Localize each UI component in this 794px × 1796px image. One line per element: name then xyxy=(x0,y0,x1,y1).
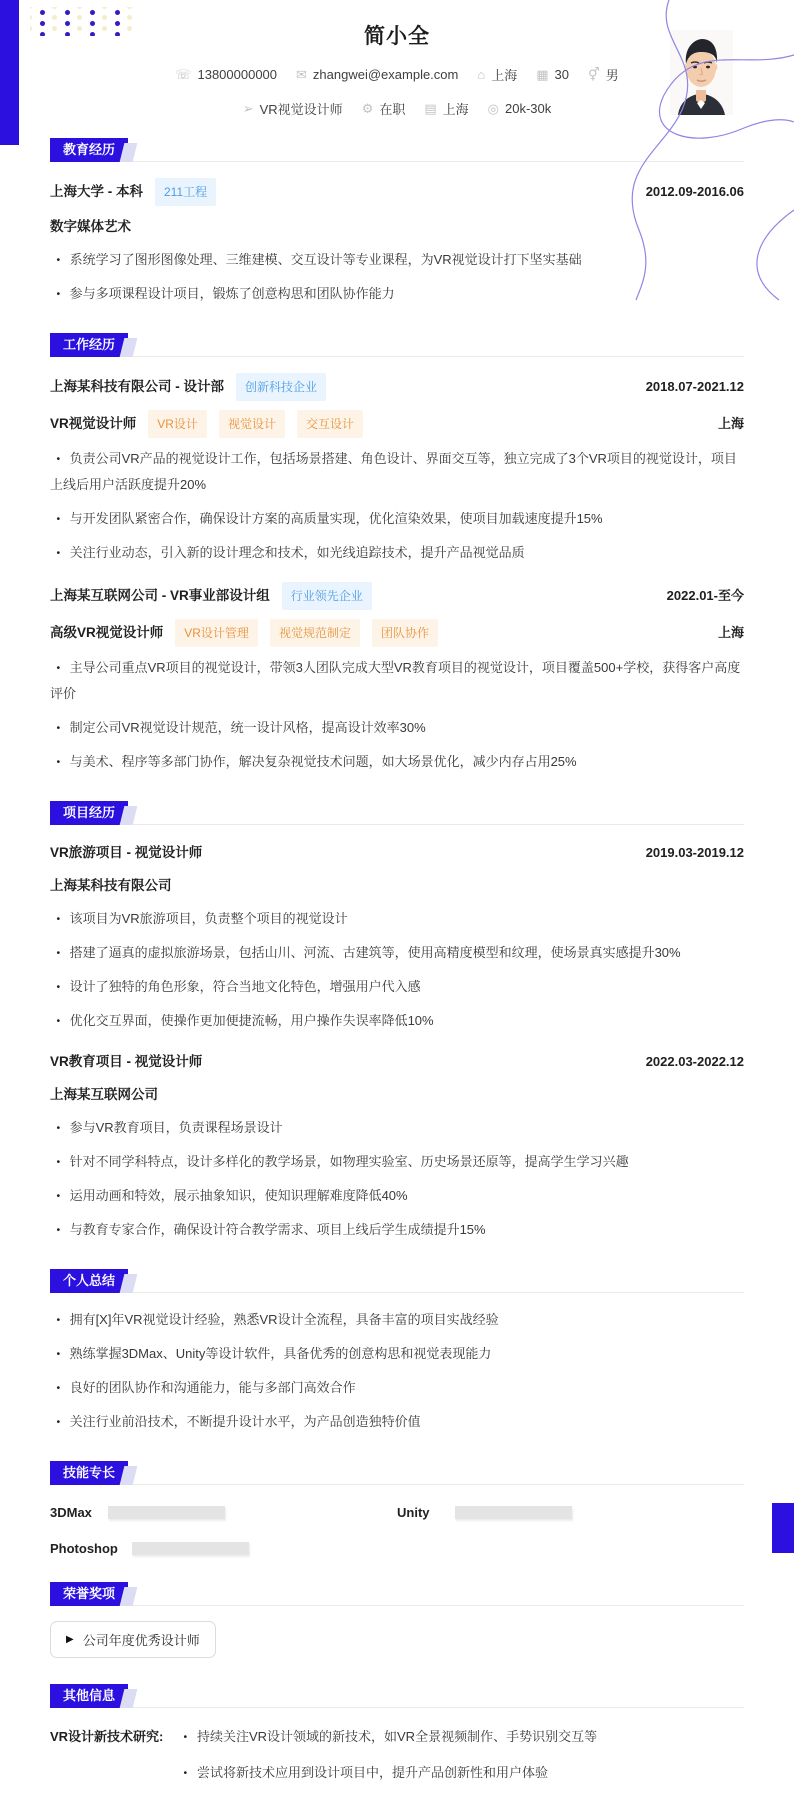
work-date: 2022.01-至今 xyxy=(666,588,744,603)
city-value: 上海 xyxy=(442,102,469,117)
project-date: 2022.03-2022.12 xyxy=(645,1054,744,1069)
section-head-skills xyxy=(50,1461,744,1485)
project-company: 上海某科技有限公司 xyxy=(50,878,172,893)
list-item: • 与教育专家合作，确保设计符合教学需求、项目上线后学生成绩提升15% xyxy=(56,1222,486,1237)
section-other xyxy=(50,1684,744,1796)
document-icon: ▤ xyxy=(424,101,437,116)
role-tag: VR设计管理 xyxy=(175,619,258,647)
avatar xyxy=(670,30,733,115)
education-bullets xyxy=(50,247,744,307)
role-tag: 视觉设计 xyxy=(219,410,285,438)
list-item: • 主导公司重点VR项目的视觉设计，带领3人团队完成大型VR教育项目的视觉设计，项目覆盖500+学校，获得客户高度评价 xyxy=(50,660,741,701)
phone-value: 13800000000 xyxy=(197,67,278,82)
gender-value: 男 xyxy=(605,68,619,83)
left-accent-bar xyxy=(0,0,19,145)
gear-icon: ⚙ xyxy=(361,101,374,116)
skill-photoshop xyxy=(50,1541,397,1556)
job-title-value: VR视觉设计师 xyxy=(259,102,343,117)
section-badge-skills: 技能专长 xyxy=(50,1461,128,1485)
list-item: • 拥有[X]年VR视觉设计经验，熟悉VR设计全流程，具备丰富的项目实战经验 xyxy=(56,1312,499,1327)
project-entry xyxy=(50,841,744,1034)
company-tag: 创新科技企业 xyxy=(236,373,326,401)
project-company: 上海某互联网公司 xyxy=(50,1087,158,1102)
bottom-right-accent-bar xyxy=(772,1503,794,1553)
section-badge-summary: 个人总结 xyxy=(50,1269,128,1293)
home-icon: ⌂ xyxy=(477,67,486,82)
phone-icon: ☏ xyxy=(175,67,192,82)
work-entry xyxy=(50,373,744,566)
company-name: 上海某互联网公司 - VR事业部设计组 xyxy=(50,588,270,603)
skill-3dmax xyxy=(50,1505,397,1520)
email-value: zhangwei@example.com xyxy=(312,67,459,82)
section-projects xyxy=(50,801,744,1243)
education-date: 2012.09-2016.06 xyxy=(645,184,744,199)
summary-bullets xyxy=(50,1307,744,1435)
list-item: • 良好的团队协作和沟通能力，能与多部门高效合作 xyxy=(56,1380,356,1395)
section-head-summary xyxy=(50,1269,744,1293)
list-item: • 运用动画和特效，展示抽象知识，使知识理解难度降低40% xyxy=(56,1188,408,1203)
project-entry xyxy=(50,1050,744,1243)
phone-item xyxy=(175,67,277,82)
role-tag: 交互设计 xyxy=(297,410,363,438)
work-date: 2018.07-2021.12 xyxy=(645,379,744,394)
skill-label: Unity xyxy=(397,1505,430,1520)
section-honors xyxy=(50,1582,744,1658)
list-item: • 针对不同学科特点，设计多样化的教学场景，如物理实验室、历史场景还原等，提高学生学习兴趣 xyxy=(56,1154,629,1169)
other-bullets xyxy=(177,1724,744,1796)
section-work xyxy=(50,333,744,775)
section-head-honors xyxy=(50,1582,744,1606)
major-name: 数字媒体艺术 xyxy=(50,219,131,234)
section-badge-education: 教育经历 xyxy=(50,138,128,162)
section-badge-other: 其他信息 xyxy=(50,1684,128,1708)
project-bullets xyxy=(50,1115,744,1243)
list-item: • 搭建了逼真的虚拟旅游场景，包括山川、河流、古建筑等，使用高精度模型和纹理，使场景真实感提升30% xyxy=(56,945,681,960)
role-name: 高级VR视觉设计师 xyxy=(50,625,164,640)
list-item: • 熟练掌握3DMax、Unity等设计软件，具备优秀的创意构思和视觉表现能力 xyxy=(56,1346,492,1361)
skills-grid xyxy=(50,1505,744,1556)
list-item: • 持续关注VR设计领域的新技术，如VR全景视频制作、手势识别交互等 xyxy=(183,1729,598,1744)
project-name: VR教育项目 - 视觉设计师 xyxy=(50,1054,203,1069)
skill-unity xyxy=(397,1505,744,1520)
section-head-projects xyxy=(50,801,744,825)
work-bullets xyxy=(50,655,744,775)
work-entry xyxy=(50,582,744,775)
email-item xyxy=(296,67,458,82)
section-head-work xyxy=(50,333,744,357)
list-item: • 设计了独特的角色形象，符合当地文化特色，增强用户代入感 xyxy=(56,979,421,994)
skill-label: Photoshop xyxy=(50,1541,118,1556)
list-item: • 关注行业动态，引入新的设计理念和技术，如光线追踪技术，提升产品视觉品质 xyxy=(56,545,525,560)
gender-item xyxy=(588,65,619,84)
age-item xyxy=(536,67,569,82)
list-item: • 制定公司VR视觉设计规范，统一设计风格，提高设计效率30% xyxy=(56,720,426,735)
candidate-name: 简小全 xyxy=(364,25,430,48)
skill-bar-track xyxy=(132,1542,249,1555)
play-icon: ▶ xyxy=(66,1633,74,1645)
work-bullets xyxy=(50,446,744,566)
location-value: 上海 xyxy=(491,68,518,83)
list-item: • 参与VR教育项目，负责课程场景设计 xyxy=(56,1120,283,1135)
city-item xyxy=(424,99,468,118)
section-badge-honors: 荣誉奖项 xyxy=(50,1582,128,1606)
job-title-item xyxy=(243,99,343,118)
target-icon: ◎ xyxy=(487,101,500,116)
mail-icon: ✉ xyxy=(296,67,307,82)
location-item xyxy=(477,65,517,84)
role-tag: VR设计 xyxy=(148,410,207,438)
role-tag: 视觉规范制定 xyxy=(270,619,360,647)
school-name: 上海大学 - 本科 xyxy=(50,184,143,199)
calendar-icon: ▦ xyxy=(536,67,549,82)
section-badge-work: 工作经历 xyxy=(50,333,128,357)
work-location: 上海 xyxy=(717,625,744,640)
job-status-item xyxy=(362,99,406,118)
section-head-education xyxy=(50,138,744,162)
other-info-row xyxy=(50,1724,744,1796)
age-value: 30 xyxy=(554,67,569,82)
list-item: • 与美术、程序等多部门协作，解决复杂视觉技术问题，如大场景优化，减少内存占用25% xyxy=(56,754,577,769)
skill-bar-track xyxy=(108,1506,225,1519)
honor-item-button[interactable] xyxy=(50,1621,216,1658)
project-name: VR旅游项目 - 视觉设计师 xyxy=(50,845,203,860)
company-name: 上海某科技有限公司 - 设计部 xyxy=(50,379,224,394)
list-item: • 参与多项课程设计项目，锻炼了创意构思和团队协作能力 xyxy=(56,286,395,301)
school-tag: 211工程 xyxy=(155,178,216,206)
skill-bar-track xyxy=(455,1506,572,1519)
list-item: • 与开发团队紧密合作，确保设计方案的高质量实现，优化渲染效果，使项目加载速度提升15% xyxy=(56,511,603,526)
work-location: 上海 xyxy=(717,416,744,431)
list-item: • 优化交互界面，使操作更加便捷流畅，用户操作失误率降低10% xyxy=(56,1013,434,1028)
paper-plane-icon: ➢ xyxy=(242,101,254,116)
section-summary xyxy=(50,1269,744,1435)
list-item: • 系统学习了图形图像处理、三维建模、交互设计等专业课程，为VR视觉设计打下坚实基础 xyxy=(56,252,582,267)
list-item: • 关注行业前沿技术，不断提升设计水平，为产品创造独特价值 xyxy=(56,1414,421,1429)
other-label: VR设计新技术研究: xyxy=(50,1729,164,1744)
project-date: 2019.03-2019.12 xyxy=(645,845,744,860)
list-item: • 该项目为VR旅游项目，负责整个项目的视觉设计 xyxy=(56,911,348,926)
role-name: VR视觉设计师 xyxy=(50,416,137,431)
salary-value: 20k-30k xyxy=(505,101,552,116)
dots-decoration xyxy=(30,7,137,36)
section-skills xyxy=(50,1461,744,1556)
section-education xyxy=(50,138,744,307)
honor-label: 公司年度优秀设计师 xyxy=(82,1633,200,1648)
section-badge-projects: 项目经历 xyxy=(50,801,128,825)
list-item: • 负责公司VR产品的视觉设计工作，包括场景搭建、角色设计、界面交互等，独立完成了3个VR项目的视觉设计，项目上线后用户活跃度提升20% xyxy=(50,451,737,492)
gender-icon: ⚥ xyxy=(588,67,600,82)
salary-item xyxy=(488,101,552,116)
role-tag: 团队协作 xyxy=(372,619,438,647)
project-bullets xyxy=(50,906,744,1034)
section-head-other xyxy=(50,1684,744,1708)
job-status-value: 在职 xyxy=(379,102,406,117)
skill-label: 3DMax xyxy=(50,1505,92,1520)
list-item: • 尝试将新技术应用到设计项目中，提升产品创新性和用户体验 xyxy=(183,1765,548,1780)
company-tag: 行业领先企业 xyxy=(282,582,372,610)
